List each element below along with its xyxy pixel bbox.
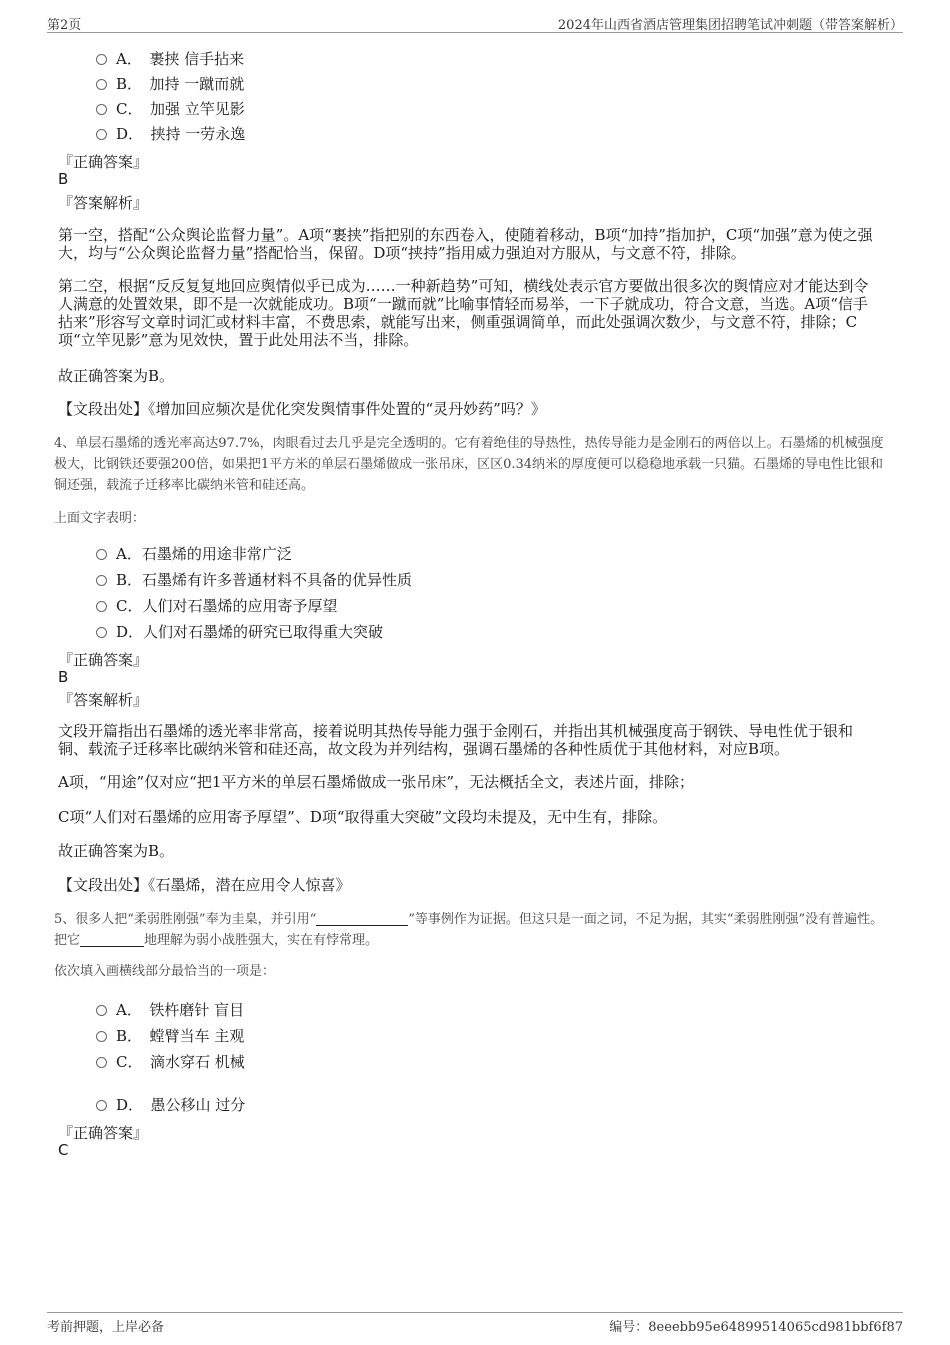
document-title: 2024年山西省酒店管理集团招聘笔试冲刺题（带答案解析）	[557, 18, 903, 33]
q4-analysis-label: 『答案解析』	[58, 691, 149, 709]
q5-prompt: 依次填入画横线部分最恰当的一项是：	[54, 964, 276, 979]
fill-blank-2	[80, 932, 144, 947]
q3-answer: B	[58, 170, 69, 188]
q3-analysis-p3: 故正确答案为B。	[58, 367, 175, 385]
page-header	[47, 14, 903, 33]
q5-answer-label: 『正确答案』	[58, 1124, 149, 1142]
q4-stem: 4、单层石墨烯的透光率高达97.7%，肉眼看过去几乎是完全透明的。它有着绝佳的导热性，热传导能力是金刚石的两倍以上。石墨烯的机械强度极大，比钢铁还要强200倍，如果把1平方米的单层石墨烯做成一张吊床，区区0.34纳米的厚度便可以稳稳地承载一只猫。石墨烯的导电性比银和铜还强，载流子迁移率比碳纳米管和硅还高。	[54, 436, 884, 493]
q3-option-a[interactable]: A． 裹挟 信手拈来	[96, 48, 244, 69]
q4-analysis-p3: C项“人们对石墨烯的应用寄予厚望”、D项“取得重大突破”文段均未提及，无中生有，排除。	[58, 808, 668, 826]
q5-option-d[interactable]: D． 愚公移山 过分	[96, 1094, 245, 1115]
q4-answer: B	[58, 668, 69, 686]
q3-analysis-label: 『答案解析』	[58, 194, 149, 212]
q4-analysis-p1: 文段开篇指出石墨烯的透光率非常高，接着说明其热传导能力强于金刚石，并指出其机械强度高于钢铁、导电性优于银和铜、载流子迁移率比碳纳米管和硅还高，故文段为并列结构，强调石墨烯的各种性质优于其他材料，对应B项。	[58, 722, 854, 758]
q3-answer-label: 『正确答案』	[58, 153, 149, 171]
document-id: 编号：8eeebb95e64899514065cd981bbf6f87	[609, 1320, 903, 1335]
footer-slogan: 考前押题，上岸必备	[47, 1320, 165, 1335]
q5-option-a[interactable]: A． 铁杵磨针 盲目	[96, 999, 244, 1020]
q3-option-d[interactable]: D． 挟持 一劳永逸	[96, 123, 245, 144]
q3-option-c[interactable]: C． 加强 立竿见影	[96, 98, 245, 119]
radio-icon[interactable]	[96, 104, 107, 115]
q3-analysis-p1: 第一空，搭配“公众舆论监督力量”。A项“裹挟”指把别的东西卷入，使随着移动，B项“加持”指加护，C项“加强”意为使之强大，均与“公众舆论监督力量”搭配恰当，保留。D项“挟持”指用威力强迫对方服从，与文意不符，排除。	[58, 226, 873, 262]
q4-option-d[interactable]: D．人们对石墨烯的研究已取得重大突破	[96, 621, 383, 642]
q5-option-b[interactable]: B． 螳臂当车 主观	[96, 1025, 244, 1046]
radio-icon[interactable]	[96, 601, 107, 612]
radio-icon[interactable]	[96, 54, 107, 65]
q4-analysis-p2: A项，“用途”仅对应“把1平方米的单层石墨烯做成一张吊床”，无法概括全文，表述片面，排除；	[58, 773, 695, 791]
radio-icon[interactable]	[96, 1031, 107, 1042]
page-number: 第2页	[47, 18, 82, 33]
radio-icon[interactable]	[96, 79, 107, 90]
fill-blank-1	[316, 911, 408, 926]
q4-option-c[interactable]: C．人们对石墨烯的应用寄予厚望	[96, 595, 337, 616]
q4-answer-label: 『正确答案』	[58, 651, 149, 669]
radio-icon[interactable]	[96, 575, 107, 586]
q3-source: 【文段出处】《增加回应频次是优化突发舆情事件处置的“灵丹妙药”吗？》	[58, 400, 546, 418]
radio-icon[interactable]	[96, 1100, 107, 1111]
page-footer	[47, 1312, 903, 1337]
q5-answer: C	[58, 1141, 69, 1159]
q4-prompt: 上面文字表明：	[54, 511, 146, 526]
q3-option-b[interactable]: B． 加持 一蹴而就	[96, 73, 244, 94]
q4-source: 【文段出处】《石墨烯，潜在应用令人惊喜》	[58, 876, 351, 894]
radio-icon[interactable]	[96, 1005, 107, 1016]
q4-option-b[interactable]: B．石墨烯有许多普通材料不具备的优异性质	[96, 569, 412, 590]
q3-analysis-p2: 第二空，根据“反反复复地回应舆情似乎已成为……一种新趋势”可知，横线处表示官方要做出很多次的舆情应对才能达到令人满意的处置效果，即不是一次就能成功。B项“一蹴而就”比喻事情轻而易举，一下子就成功，符合文意，当选。A项“信手拈来”形容写文章时词汇或材料丰富，不费思索，就能写出来，侧重强调简单，而此处强调次数少，与文意不符，排除；C项“立竿见影”意为见效快，置于此处用法不当，排除。	[58, 277, 869, 349]
radio-icon[interactable]	[96, 129, 107, 140]
radio-icon[interactable]	[96, 1057, 107, 1068]
q5-stem: 5、很多人把“柔弱胜刚强”奉为圭臬，并引用“ ”等事例作为证据。但这只是一面之词，不足为据，其实“柔弱胜刚强”没有普遍性。把它 地理解为弱小战胜强大，实在有悖常理。	[54, 912, 884, 948]
q5-option-c[interactable]: C． 滴水穿石 机械	[96, 1051, 245, 1072]
q4-analysis-p4: 故正确答案为B。	[58, 842, 175, 860]
q4-option-a[interactable]: A．石墨烯的用途非常广泛	[96, 543, 292, 564]
radio-icon[interactable]	[96, 549, 107, 560]
radio-icon[interactable]	[96, 627, 107, 638]
